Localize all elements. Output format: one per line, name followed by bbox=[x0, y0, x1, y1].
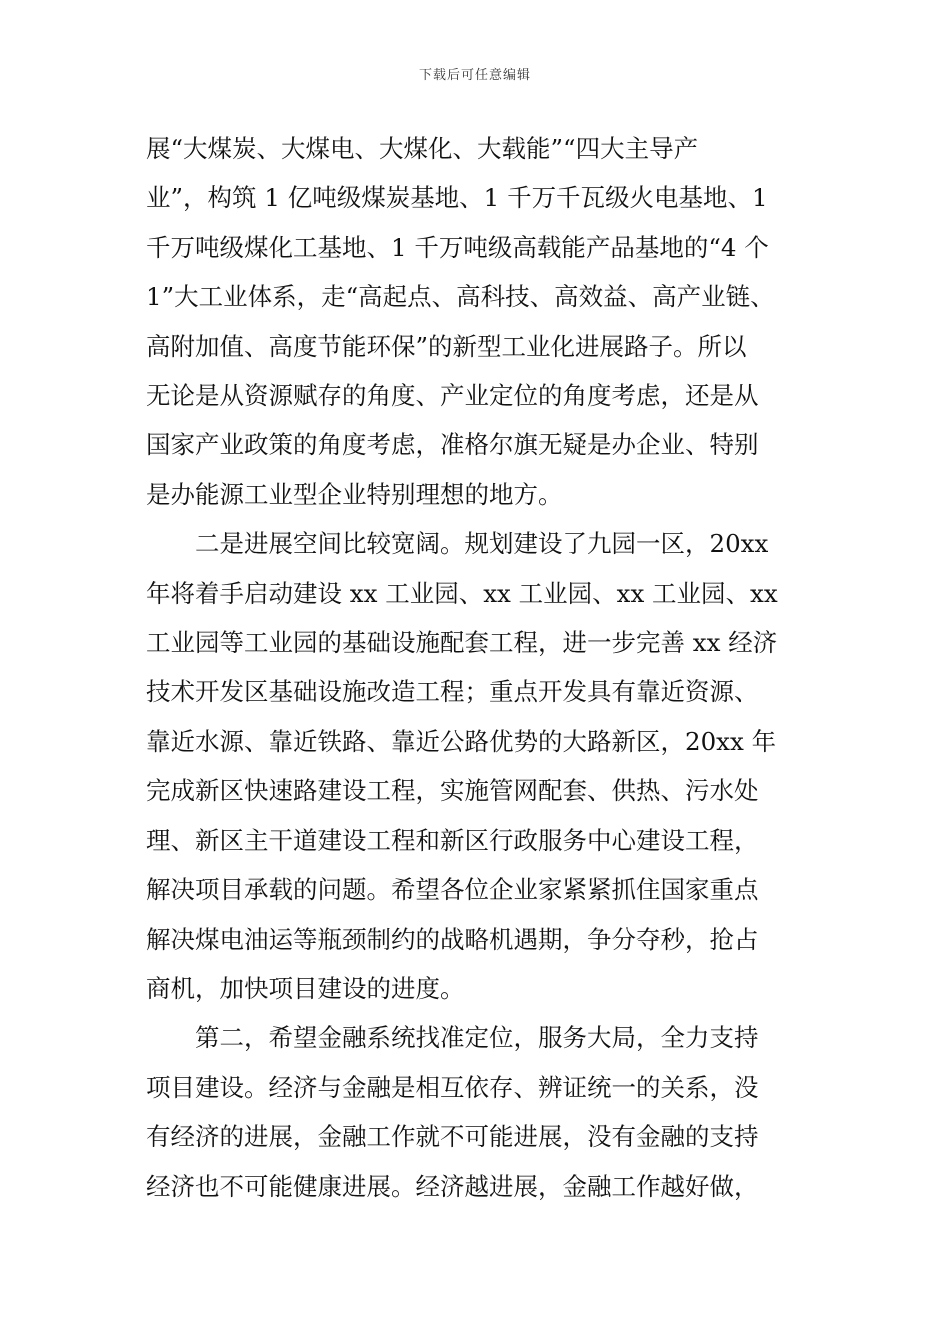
text-line: 国家产业政策的角度考虑，准格尔旗无疑是办企业、特别 bbox=[146, 430, 759, 460]
document-body bbox=[146, 124, 806, 1211]
text-line: 有经济的进展，金融工作就不可能进展，没有金融的支持 bbox=[146, 1122, 759, 1152]
text-line: 无论是从资源赋存的角度、产业定位的角度考虑，还是从 bbox=[146, 381, 759, 411]
text-line: 解决项目承载的问题。希望各位企业家紧紧抓住国家重点 bbox=[146, 875, 759, 905]
text-line: 1”大工业体系，走“高起点、高科技、高效益、高产业链、 bbox=[146, 282, 775, 312]
text-line: 是办能源工业型企业特别理想的地方。 bbox=[146, 479, 563, 509]
text-line: 理、新区主干道建设工程和新区行政服务中心建设工程， bbox=[146, 825, 759, 855]
text-line: 年将着手启动建设 xx 工业园、xx 工业园、xx 工业园、xx bbox=[146, 578, 778, 608]
paragraph-3 bbox=[146, 1013, 806, 1211]
text-line: 技术开发区基础设施改造工程；重点开发具有靠近资源、 bbox=[146, 677, 759, 707]
text-line: 工业园等工业园的基础设施配套工程，进一步完善 xx 经济 bbox=[146, 628, 778, 658]
text-line: 解决煤电油运等瓶颈制约的战略机遇期，争分夺秒，抢占 bbox=[146, 924, 759, 954]
text-line: 完成新区快速路建设工程，实施管网配套、供热、污水处 bbox=[146, 776, 759, 806]
text-line: 经济也不可能健康进展。经济越进展，金融工作越好做， bbox=[146, 1171, 759, 1201]
text-line-first: 第二，希望金融系统找准定位，服务大局，全力支持 bbox=[195, 1023, 759, 1053]
text-line: 商机，加快项目建设的进度。 bbox=[146, 973, 465, 1003]
text-line: 靠近水源、靠近铁路、靠近公路优势的大路新区，20xx 年 bbox=[146, 726, 777, 756]
text-line: 千万吨级煤化工基地、1 千万吨级高载能产品基地的“4 个 bbox=[146, 232, 769, 262]
text-line: 高附加值、高度节能环保”的新型工业化进展路子。所以 bbox=[146, 331, 747, 361]
page-header-note: 下载后可任意编辑 bbox=[418, 68, 531, 83]
text-line-first: 二是进展空间比较宽阔。规划建设了九园一区，20xx bbox=[195, 529, 769, 559]
paragraph-2 bbox=[146, 519, 806, 1013]
text-line: 展“大煤炭、大煤电、大煤化、大载能”“四大主导产 bbox=[146, 134, 699, 163]
text-line: 项目建设。经济与金融是相互依存、辨证统一的关系，没 bbox=[146, 1072, 759, 1102]
text-line: 业”，构筑 1 亿吨级煤炭基地、1 千万千瓦级火电基地、1 bbox=[146, 183, 768, 213]
paragraph-1 bbox=[146, 124, 806, 519]
